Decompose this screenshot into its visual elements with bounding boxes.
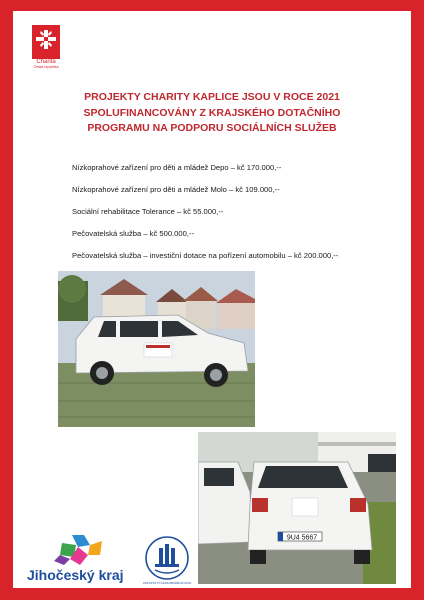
diocese-logo — [143, 532, 191, 586]
region-logo-text: Jihočeský kraj — [27, 567, 124, 583]
caritas-logo-sub: Česká republika — [33, 65, 59, 69]
caritas-cross-icon — [32, 25, 60, 59]
funding-list — [72, 163, 402, 273]
poster-title — [13, 90, 411, 137]
funding-item: Nízkoprahové zařízení pro děti a mládež Depo – kč 170.000,-- — [72, 163, 282, 172]
funding-item: Sociální rehabilitace Tolerance – kč 55.000,-- — [72, 207, 224, 216]
funding-item: Pečovatelská služba – kč 500.000,-- — [72, 229, 194, 238]
car-side-photo — [58, 271, 255, 427]
caritas-logo — [32, 25, 60, 69]
poster-sheet — [13, 11, 411, 588]
title-line-1: PROJEKTY CHARITY KAPLICE JSOU V ROCE 2021 — [84, 91, 340, 103]
region-emblem-icon — [50, 533, 110, 567]
jihocesky-kraj-logo — [18, 533, 150, 595]
funding-item: Pečovatelská služba – investiční dotace na pořízení automobilu – kč 200.000,-- — [72, 251, 339, 260]
title-line-2: SPOLUFINANCOVÁNY Z KRAJSKÉHO DOTAČNÍHO — [83, 106, 341, 119]
title-line-3: PROGRAMU NA PODPORU SOCIÁLNÍCH SLUŽEB — [87, 122, 337, 134]
car-rear-photo — [198, 432, 396, 584]
license-plate: 9U4 5667 — [286, 534, 318, 542]
caritas-logo-name: Charita — [36, 59, 56, 65]
diocese-logo-text: BISKUPSTVÍ ČESKOBUDĚJOVICKÉ — [143, 581, 191, 585]
funding-item: Nízkoprahové zařízení pro děti a mládež Molo – kč 109.000,-- — [72, 185, 280, 194]
